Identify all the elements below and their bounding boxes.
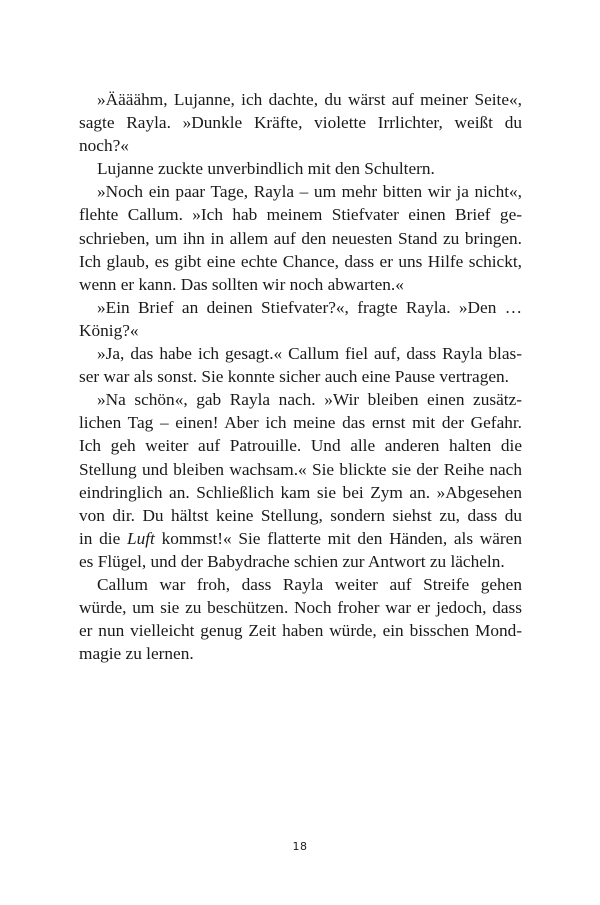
text-line: Ich glaub, es gibt eine echte Chance, dass er uns Hilfe schickt,	[79, 251, 522, 271]
text-line: König?«	[79, 320, 139, 340]
text-line: Ich geh weiter auf Patrouille. Und alle anderen halten die	[79, 436, 522, 456]
body-text	[79, 88, 522, 665]
text-line: es Flügel, und der Babydrache schien zur Antwort zu lächeln.	[79, 551, 505, 571]
text-line: flehte Callum. »Ich hab meinem Stiefvater einen Brief ge-	[79, 205, 522, 225]
text-line: »Ein Brief an deinen Stiefvater?«, fragte Rayla. »Den …	[97, 297, 522, 317]
text-line: sagte Rayla. »Dunkle Kräfte, violette Irrlichter, weißt du	[79, 113, 522, 133]
text-line: ser war als sonst. Sie konnte sicher auch eine Pause vertragen.	[79, 367, 509, 387]
page-number: 18	[292, 840, 308, 853]
text-line: »Na schön«, gab Rayla nach. »Wir bleiben einen zusätz-	[97, 390, 522, 410]
text-line: noch?«	[79, 136, 129, 156]
text-line: »Ja, das habe ich gesagt.« Callum fiel auf, dass Rayla blas-	[97, 344, 522, 364]
text-line: schrieben, um ihn in allem auf den neuesten Stand zu bringen.	[79, 228, 522, 248]
text-line: von dir. Du hältst keine Stellung, sondern siehst zu, dass du	[79, 505, 522, 525]
text-line: würde, um sie zu beschützen. Noch froher war er jedoch, dass	[79, 598, 522, 618]
text-line: er nun vielleicht genug Zeit haben würde, ein bisschen Mond-	[79, 621, 522, 641]
text-line: wenn er kann. Das sollten wir noch abwarten.«	[79, 274, 404, 294]
text-line: magie zu lernen.	[79, 644, 194, 664]
text-line: Lujanne zuckte unverbindlich mit den Schultern.	[97, 159, 435, 179]
text-line-emphasis	[79, 527, 522, 550]
text-line: Stellung und bleiben wachsam.« Sie blickte sie der Reihe nach	[79, 459, 522, 479]
text-line: »Äääähm, Lujanne, ich dachte, du wärst auf meiner Seite«,	[97, 90, 522, 109]
text-segment: kommst!« Sie flatterte mit den Händen, als wären	[154, 528, 522, 548]
text-segment: in die	[79, 528, 127, 548]
text-line: Callum war froh, dass Rayla weiter auf Streife gehen	[97, 574, 522, 594]
text-line: eindringlich an. Schließlich kam sie bei Zym an. »Abgesehen	[79, 482, 522, 502]
emphasized-word: Luft	[127, 528, 155, 548]
text-line: »Noch ein paar Tage, Rayla – um mehr bitten wir ja nicht«,	[97, 182, 522, 202]
text-line: lichen Tag – einen! Aber ich meine das ernst mit der Gefahr.	[79, 413, 522, 433]
